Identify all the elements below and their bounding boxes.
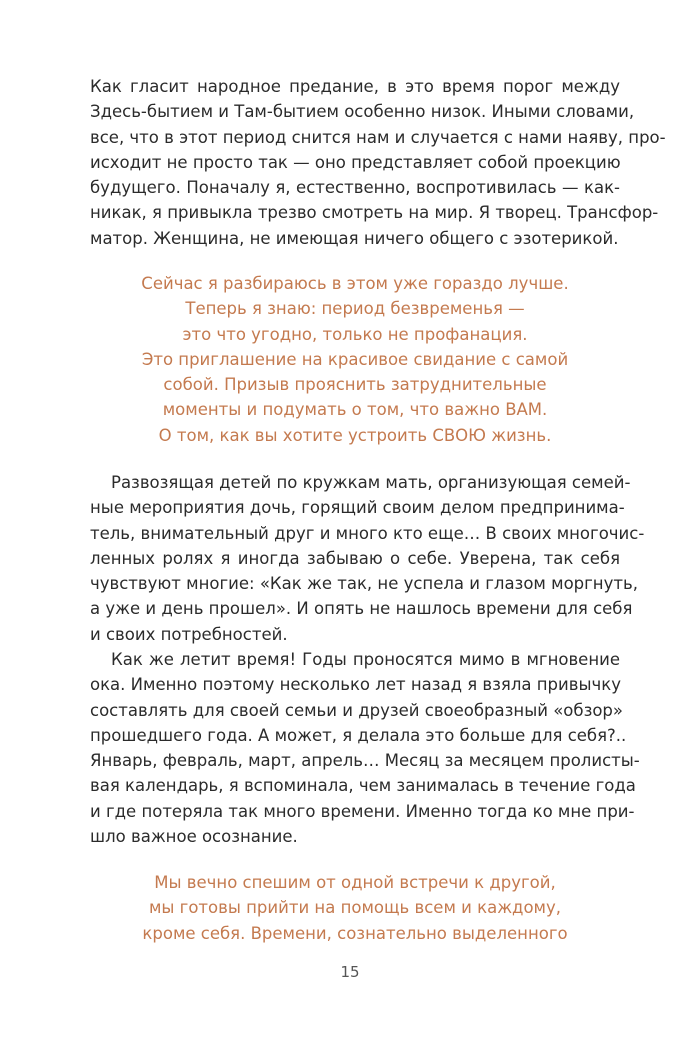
text-line: вая календарь, я вспоминала, чем занималась в течение года <box>90 776 636 796</box>
text-line: Здесь-бытием и Там-бытием особенно низок. Иными словами, <box>90 102 635 122</box>
quote-line: Мы вечно спешим от одной встречи к другой, <box>154 873 556 892</box>
text-line: все, что в этот период снится нам и случается с нами наяву, про- <box>90 127 666 147</box>
quote-line: Теперь я знаю: период безвременья — <box>185 299 525 319</box>
text-line: ока. Именно поэтому несколько лет назад я взяла привычку <box>90 675 621 695</box>
text-line: чувствуют многие: «Как же так, не успела и глазом моргнуть, <box>90 574 638 594</box>
page-number: 15 <box>340 963 360 981</box>
text-line: и где потеряла так много времени. Именно тогда ко мне при- <box>90 801 635 821</box>
text-line: никак, я привыкла трезво смотреть на мир. Я творец. Трансфор- <box>90 203 659 223</box>
pull-quote-2 <box>90 870 620 946</box>
quote-line: это что угодно, только не профанация. <box>182 324 528 344</box>
text-line: Развозящая детей по кружкам мать, организующая семей- <box>111 473 631 492</box>
text-line: составлять для своей семьи и друзей своеобразный «обзор» <box>90 700 624 720</box>
text-line: прошедшего года. А может, я делала это больше для себя?.. <box>90 725 627 745</box>
quote-line: моменты и подумать о том, что важно ВАМ. <box>162 400 548 420</box>
text-line: Январь, февраль, март, апрель… Месяц за месяцем пролисты- <box>90 751 640 771</box>
text-line: ленных ролях я иногда забываю о себе. Уверена, так себя <box>90 548 620 568</box>
quote-line: Это приглашение на красивое свидание с самой <box>141 349 569 369</box>
paragraph-3 <box>90 647 640 849</box>
text-line: матор. Женщина, не имеющая ничего общего с эзотерикой. <box>90 228 619 248</box>
paragraph-2 <box>90 470 645 647</box>
text-line: шло важное осознание. <box>90 827 298 847</box>
pull-quote-1 <box>90 271 620 448</box>
paragraph-1 <box>90 74 666 251</box>
quote-line: Сейчас я разбираюсь в этом уже гораздо лучше. <box>141 274 569 293</box>
text-line: исходит не просто так — оно представляет собой проекцию <box>90 152 621 172</box>
text-line: Как гласит народное предание, в это время порог между <box>90 77 620 96</box>
text-line: а уже и день прошел». И опять не нашлось времени для себя <box>90 599 633 619</box>
quote-line: кроме себя. Времени, сознательно выделенного <box>142 923 568 943</box>
text-line: Как же летит время! Годы проносятся мимо в мгновение <box>111 650 620 669</box>
text-line: ные мероприятия дочь, горящий своим делом предпринима- <box>90 498 625 518</box>
quote-line: собой. Призыв прояснить затруднительные <box>163 375 547 395</box>
text-line: будущего. Поначалу я, естественно, воспротивилась — как- <box>90 178 620 198</box>
quote-line: О том, как вы хотите устроить СВОЮ жизнь. <box>158 425 552 445</box>
text-line: и своих потребностей. <box>90 624 288 644</box>
quote-line: мы готовы прийти на помощь всем и каждому, <box>148 898 562 918</box>
text-line: тель, внимательный друг и много кто еще… В своих многочис- <box>90 523 645 543</box>
